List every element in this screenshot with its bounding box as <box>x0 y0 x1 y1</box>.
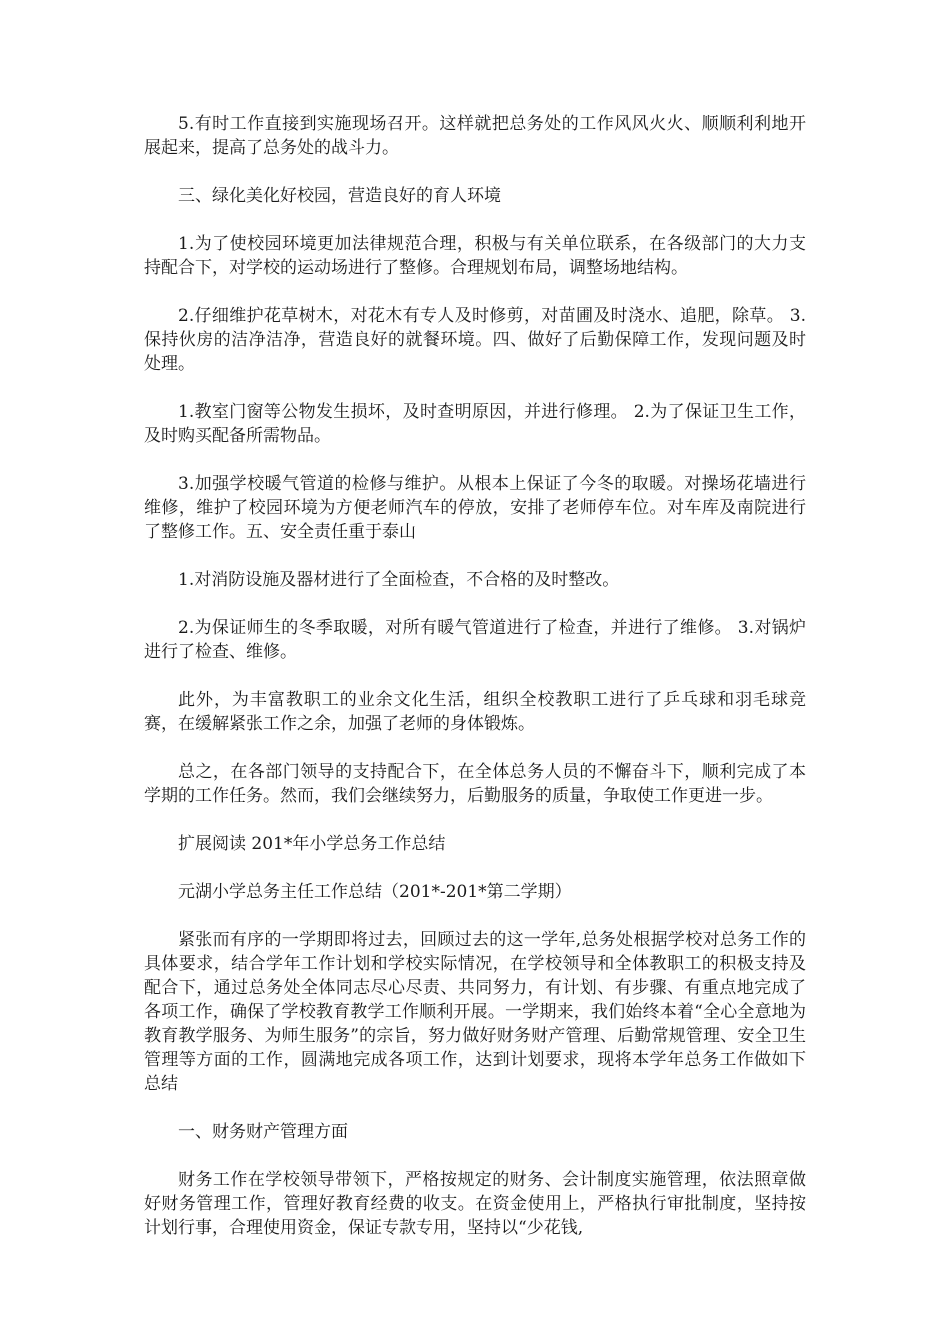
paragraph: 1.对消防设施及器材进行了全面检查，不合格的及时整改。 <box>178 570 620 590</box>
paragraph: 紧张而有序的一学期即将过去，回顾过去的这一学年,总务处根据学校对总务工作的具体要求，结合学年工作计划和学校实际情况，在学校领导和全体教职工的积极支持及配合下，通过总务处全体同志尽心尽责、共同努力，有计划、有步骤、有重点地完成了各项工作，确保了学校教育教学工作顺利开展。一学期来，我们始终本着“全心全意地为教育教学服务、为师生服务”的宗旨，努力做好财务财产管理、后勤常规管理、安全卫生管理等方面的工作，圆满地完成各项工作，达到计划要求，现将本学年总务工作做如下总结 <box>144 930 806 1094</box>
section-heading: 元湖小学总务主任工作总结（201*-201*第二学期） <box>178 882 572 902</box>
section-heading: 三、绿化美化好校园，营造良好的育人环境 <box>178 186 501 206</box>
section-heading: 扩展阅读 201*年小学总务工作总结 <box>178 834 446 854</box>
paragraph: 2.仔细维护花草树木，对花木有专人及时修剪，对苗圃及时浇水、追肥，除草。 3.保持伙房的洁净洁净，营造良好的就餐环境。四、做好了后勤保障工作，发现问题及时处理。 <box>144 306 806 374</box>
paragraph: 1.教室门窗等公物发生损坏，及时查明原因，并进行修理。 2.为了保证卫生工作，及时购买配备所需物品。 <box>144 402 806 446</box>
paragraph: 总之，在各部门领导的支持配合下，在全体总务人员的不懈奋斗下，顺利完成了本学期的工作任务。然而，我们会继续努力，后勤服务的质量，争取使工作更进一步。 <box>144 762 806 806</box>
paragraph: 5.有时工作直接到实施现场召开。这样就把总务处的工作风风火火、顺顺利利地开展起来，提高了总务处的战斗力。 <box>144 114 806 158</box>
paragraph: 3.加强学校暖气管道的检修与维护。从根本上保证了今冬的取暖。对操场花墙进行维修，维护了校园环境为方便老师汽车的停放，安排了老师停车位。对车库及南院进行了整修工作。五、安全责任重于泰山 <box>144 474 806 542</box>
paragraph: 1.为了使校园环境更加法律规范合理，积极与有关单位联系，在各级部门的大力支持配合下，对学校的运动场进行了整修。合理规划布局，调整场地结构。 <box>144 234 806 278</box>
paragraph: 2.为保证师生的冬季取暖，对所有暖气管道进行了检查，并进行了维修。 3.对锅炉进行了检查、维修。 <box>144 618 806 662</box>
section-heading: 一、财务财产管理方面 <box>178 1122 348 1142</box>
paragraph: 此外，为丰富教职工的业余文化生活，组织全校教职工进行了乒乓球和羽毛球竞赛，在缓解紧张工作之余，加强了老师的身体锻炼。 <box>144 690 806 734</box>
paragraph: 财务工作在学校领导带领下，严格按规定的财务、会计制度实施管理，依法照章做好财务管理工作，管理好教育经费的收支。在资金使用上，严格执行审批制度，坚持按计划行事，合理使用资金，保证专款专用，坚持以“少花钱, <box>144 1170 806 1238</box>
document-body <box>144 112 806 1264</box>
